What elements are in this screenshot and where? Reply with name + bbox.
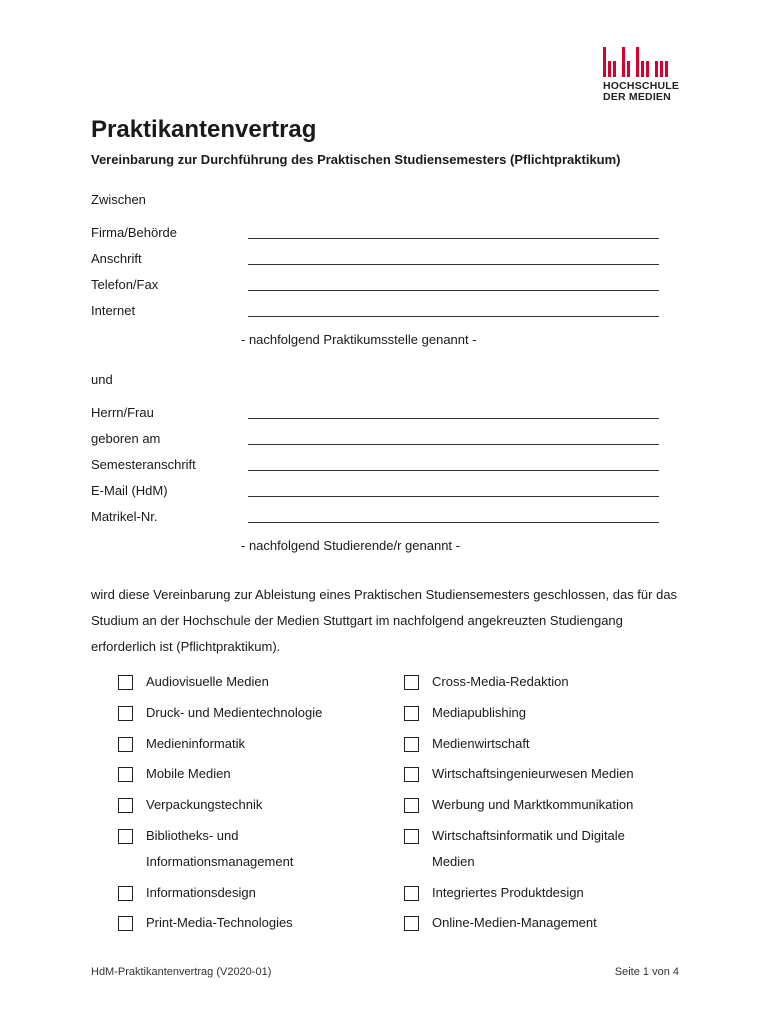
checkbox[interactable] bbox=[118, 829, 133, 844]
footer-page-number: Seite 1 von 4 bbox=[614, 966, 679, 978]
checkbox[interactable] bbox=[404, 737, 419, 752]
field-input-internet[interactable] bbox=[248, 316, 659, 317]
field-input-birthdate[interactable] bbox=[248, 444, 659, 445]
program-label: Verpackungstechnik bbox=[146, 797, 263, 812]
logo-line-2: DER MEDIEN bbox=[603, 91, 671, 103]
program-label: Werbung und Marktkommunikation bbox=[432, 797, 634, 812]
checkbox[interactable] bbox=[118, 706, 133, 721]
field-label-internet: Internet bbox=[91, 303, 136, 318]
logo-text bbox=[603, 80, 680, 103]
checkbox[interactable] bbox=[118, 886, 133, 901]
program-label: Cross-Media-Redaktion bbox=[432, 674, 569, 689]
field-label-address: Semesteranschrift bbox=[91, 457, 196, 472]
program-label: Integriertes Produktdesign bbox=[432, 885, 584, 900]
program-label: Wirtschaftsinformatik und Digitale Medien bbox=[432, 828, 625, 869]
checkbox[interactable] bbox=[404, 916, 419, 931]
program-label: Medienwirtschaft bbox=[432, 736, 530, 751]
program-label: Informationsdesign bbox=[146, 885, 256, 900]
field-input-telefon[interactable] bbox=[248, 290, 659, 291]
field-label-email: E-Mail (HdM) bbox=[91, 483, 168, 498]
program-label: Mobile Medien bbox=[146, 766, 231, 781]
program-label: Audiovisuelle Medien bbox=[146, 674, 269, 689]
checkbox[interactable] bbox=[118, 767, 133, 782]
student-note: - nachfolgend Studierende/r genannt - bbox=[241, 538, 460, 553]
logo-bars-icon bbox=[603, 47, 677, 77]
program-label: Wirtschaftsingenieurwesen Medien bbox=[432, 766, 634, 781]
document-subtitle: Vereinbarung zur Durchführung des Praktischen Studiensemesters (Pflichtpraktikum) bbox=[91, 152, 621, 167]
field-label-telefon: Telefon/Fax bbox=[91, 277, 159, 292]
field-label-anschrift: Anschrift bbox=[91, 251, 142, 266]
field-label-name: Herrn/Frau bbox=[91, 405, 154, 420]
und-label: und bbox=[91, 372, 113, 387]
zwischen-label: Zwischen bbox=[91, 192, 146, 207]
document-title: Praktikantenvertrag bbox=[91, 116, 317, 143]
checkbox[interactable] bbox=[404, 798, 419, 813]
program-label: Bibliotheks- und Informationsmanagement bbox=[146, 828, 294, 869]
checkbox[interactable] bbox=[118, 675, 133, 690]
field-input-email[interactable] bbox=[248, 496, 659, 497]
company-note: - nachfolgend Praktikumsstelle genannt - bbox=[241, 332, 477, 347]
program-label: Druck- und Medientechnologie bbox=[146, 705, 323, 720]
field-label-firma: Firma/Behörde bbox=[91, 225, 177, 240]
hdm-logo bbox=[603, 47, 680, 103]
field-label-matrikel: Matrikel-Nr. bbox=[91, 509, 158, 524]
field-input-matrikel[interactable] bbox=[248, 522, 659, 523]
checkbox[interactable] bbox=[118, 798, 133, 813]
checkbox[interactable] bbox=[404, 767, 419, 782]
program-label: Mediapublishing bbox=[432, 705, 526, 720]
checkbox[interactable] bbox=[404, 675, 419, 690]
field-input-address[interactable] bbox=[248, 470, 659, 471]
footer-version: HdM-Praktikantenvertrag (V2020-01) bbox=[91, 966, 272, 978]
checkbox[interactable] bbox=[118, 916, 133, 931]
intro-paragraph: wird diese Vereinbarung zur Ableistung eines Praktischen Studiensemesters geschlossen, das für das Studium an der Hochschule der Medien Stuttgart im nachfolgend angekreuzten Studiengang erforderlich ist (Pflichtpraktikum). bbox=[91, 587, 678, 654]
field-input-anschrift[interactable] bbox=[248, 264, 659, 265]
program-label: Medieninformatik bbox=[146, 736, 245, 751]
checkbox[interactable] bbox=[404, 706, 419, 721]
checkbox[interactable] bbox=[404, 829, 419, 844]
field-input-firma[interactable] bbox=[248, 238, 659, 239]
program-label: Print-Media-Technologies bbox=[146, 915, 293, 930]
checkbox[interactable] bbox=[118, 737, 133, 752]
field-label-birthdate: geboren am bbox=[91, 431, 161, 446]
field-input-name[interactable] bbox=[248, 418, 659, 419]
checkbox[interactable] bbox=[404, 886, 419, 901]
logo-line-1: HOCHSCHULE bbox=[603, 80, 680, 92]
program-label: Online-Medien-Management bbox=[432, 915, 597, 930]
